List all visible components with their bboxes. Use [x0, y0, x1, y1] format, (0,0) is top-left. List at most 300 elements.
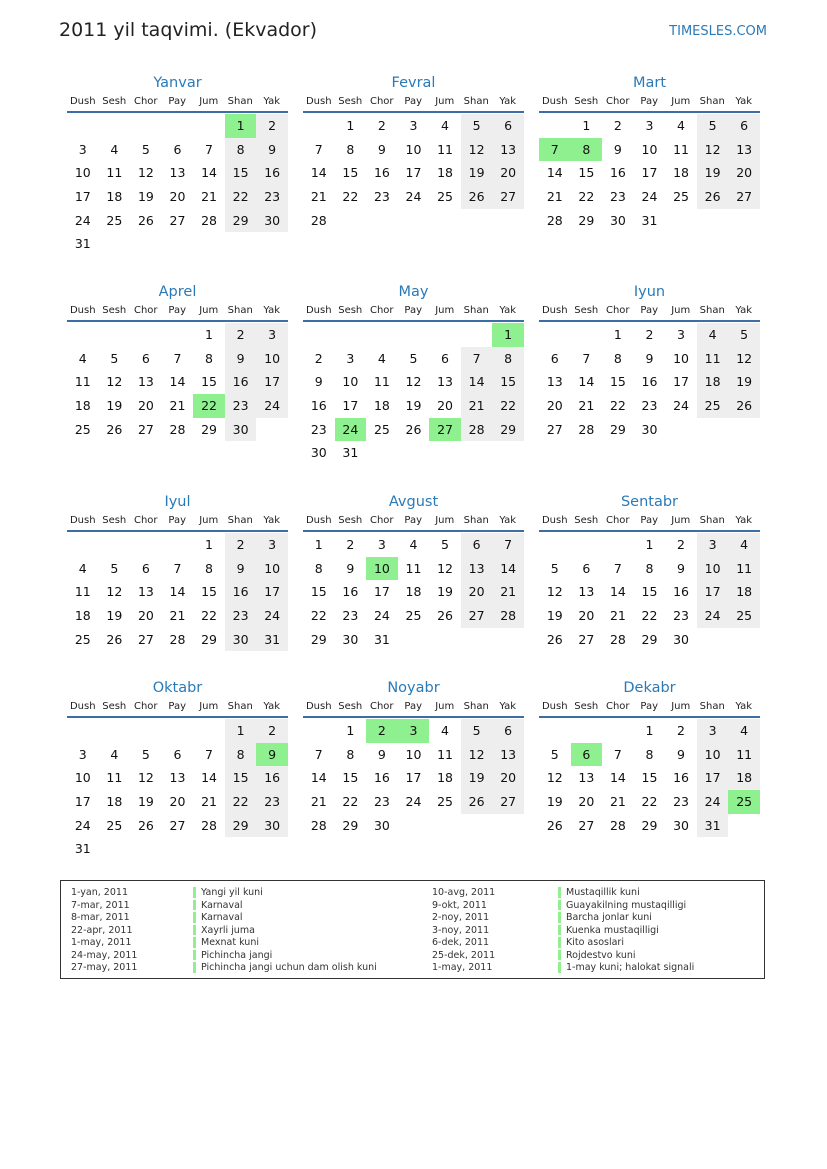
legend-marker [193, 912, 196, 923]
weekday-label: Yak [263, 701, 281, 712]
weekday-header [67, 93, 288, 113]
legend-left-names [201, 887, 377, 975]
weekday-label: Jum [435, 305, 455, 316]
empty-cell [728, 418, 760, 442]
weekday-label: Jum [671, 96, 691, 107]
empty-cell [193, 232, 225, 256]
weekday-label: Yak [499, 515, 517, 526]
day-cell: 29 [225, 814, 257, 838]
day-cell: 26 [728, 394, 760, 418]
day-cell: 5 [461, 114, 493, 138]
day-cell: 13 [546, 374, 563, 390]
empty-cell [398, 323, 430, 347]
day-cell: 12 [106, 584, 123, 600]
weekday-label: Dush [69, 515, 96, 526]
weekday-label: Jum [435, 96, 455, 107]
weekday-label: Sesh [338, 305, 363, 316]
weekday-label: Pay [640, 96, 659, 107]
month-fevral [303, 73, 524, 232]
day-cell: 5 [141, 746, 150, 762]
weekday-label: Jum [671, 515, 691, 526]
weekday-label: Chor [369, 515, 394, 526]
day-cell: 25 [106, 212, 123, 228]
day-cell: 5 [728, 323, 760, 347]
day-cell: 17 [74, 794, 91, 810]
legend-date: 10-avg, 2011 [432, 887, 496, 898]
day-cell: 29 [201, 631, 217, 647]
day-cell: 11 [373, 374, 390, 390]
empty-cell [256, 837, 288, 861]
empty-cell [130, 114, 162, 138]
day-cell: 27 [546, 421, 563, 437]
weekday-label: Shan [699, 701, 725, 712]
day-cell: 4 [728, 533, 760, 557]
day-cell: 29 [578, 212, 595, 228]
empty-cell [571, 323, 603, 347]
day-cell: 26 [697, 185, 729, 209]
weekday-label: Sesh [574, 96, 599, 107]
month-name: May [398, 284, 429, 300]
day-cell: 7 [314, 141, 323, 157]
day-cell: 22 [641, 608, 658, 624]
weekday-label: Shan [463, 515, 489, 526]
day-cell: 8 [613, 350, 622, 366]
weekday-label: Pay [404, 515, 423, 526]
empty-cell [398, 628, 430, 652]
empty-cell [429, 628, 461, 652]
legend-left-dates [71, 887, 137, 975]
day-cell: 20 [437, 398, 453, 414]
day-cell: 13 [492, 138, 524, 162]
day-cell: 23 [373, 794, 390, 810]
day-cell: 12 [405, 374, 422, 390]
day-cell: 12 [546, 770, 563, 786]
day-cell: 21 [201, 189, 217, 205]
day-cell: 28 [169, 421, 186, 437]
weekday-label: Shan [463, 96, 489, 107]
day-cell: 20 [578, 794, 595, 810]
day-cell: 19 [461, 766, 493, 790]
day-cell: 25 [673, 189, 689, 205]
legend-date: 1-may, 2011 [71, 937, 132, 948]
day-cell: 15 [201, 584, 217, 600]
day-cell: 8 [645, 560, 654, 576]
day-cell: 23 [256, 790, 288, 814]
legend-holiday-name: Mexnat kuni [201, 937, 259, 948]
day-cell: 3 [697, 719, 729, 743]
day-cell: 30 [373, 817, 390, 833]
day-cell: 10 [74, 770, 91, 786]
month-name: Fevral [391, 75, 436, 91]
weekday-label: Pay [404, 96, 423, 107]
day-cell: 10 [342, 374, 359, 390]
day-cell: 13 [437, 374, 453, 390]
weekday-label: Shan [699, 305, 725, 316]
site-link[interactable]: TIMESLES.COM [669, 24, 767, 39]
empty-cell [130, 232, 162, 256]
day-cell: 26 [106, 631, 123, 647]
day-cell: 6 [492, 719, 524, 743]
day-cell: 21 [578, 398, 595, 414]
holiday-day: 2 [366, 719, 398, 743]
weekday-label: Chor [369, 305, 394, 316]
day-cell: 18 [697, 370, 729, 394]
empty-cell [366, 209, 398, 233]
day-cell: 4 [677, 118, 685, 133]
day-grid [67, 719, 288, 861]
weekday-label: Yak [499, 96, 517, 107]
day-cell: 16 [256, 161, 288, 185]
day-cell: 2 [645, 327, 654, 342]
month-name: Aprel [158, 284, 197, 300]
day-cell: 27 [169, 212, 186, 228]
day-cell: 17 [697, 766, 729, 790]
day-cell: 23 [673, 794, 689, 810]
weekday-label: Chor [605, 701, 630, 712]
day-cell: 23 [609, 189, 626, 205]
day-cell: 11 [437, 746, 453, 762]
weekday-label: Chor [369, 96, 394, 107]
day-cell: 11 [728, 557, 760, 581]
month-mart [539, 73, 760, 232]
empty-cell [130, 533, 162, 557]
legend-marker [558, 900, 561, 911]
empty-cell [398, 814, 430, 838]
day-cell: 31 [342, 445, 359, 461]
day-cell: 16 [256, 766, 288, 790]
day-cell: 28 [461, 418, 493, 442]
day-cell: 20 [546, 398, 563, 414]
day-cell: 31 [74, 236, 91, 252]
weekday-label: Chor [133, 96, 158, 107]
day-cell: 25 [728, 604, 760, 628]
day-cell: 7 [173, 560, 182, 576]
empty-cell [602, 533, 634, 557]
day-cell: 19 [137, 189, 154, 205]
holiday-day: 10 [366, 557, 398, 581]
day-grid [67, 323, 288, 441]
day-cell: 14 [201, 165, 217, 181]
empty-cell [335, 209, 367, 233]
empty-cell [162, 533, 194, 557]
legend-left-markers [193, 887, 196, 974]
day-cell: 13 [461, 557, 493, 581]
day-cell: 11 [697, 347, 729, 371]
empty-cell [366, 323, 398, 347]
weekday-label: Pay [404, 305, 423, 316]
day-cell: 1 [314, 537, 323, 552]
weekday-label: Jum [199, 96, 219, 107]
day-cell: 1 [205, 537, 213, 552]
day-cell: 13 [578, 584, 595, 600]
day-cell: 9 [346, 560, 355, 576]
day-cell: 5 [697, 114, 729, 138]
day-cell: 18 [74, 398, 91, 414]
day-cell: 28 [609, 631, 626, 647]
day-cell: 6 [441, 350, 449, 366]
day-cell: 5 [550, 746, 559, 762]
day-cell: 2 [225, 533, 257, 557]
day-cell: 23 [641, 398, 658, 414]
day-cell: 31 [373, 631, 390, 647]
legend-date: 22-apr, 2011 [71, 924, 133, 936]
day-cell: 8 [314, 560, 323, 576]
legend-holiday-name: Pichincha jangi uchun dam olish kuni [201, 962, 377, 973]
day-cell: 18 [373, 398, 390, 414]
day-cell: 28 [201, 817, 217, 833]
day-cell: 5 [550, 560, 559, 576]
day-cell: 14 [609, 770, 626, 786]
empty-cell [539, 533, 571, 557]
day-cell: 27 [137, 421, 154, 437]
day-cell: 21 [310, 189, 327, 205]
day-cell: 3 [256, 323, 288, 347]
day-cell: 5 [409, 350, 418, 366]
empty-cell [130, 719, 162, 743]
empty-cell [461, 441, 493, 465]
weekday-label: Pay [168, 701, 187, 712]
day-cell: 21 [546, 189, 563, 205]
empty-cell [492, 628, 524, 652]
page-title: 2011 yil taqvimi. (Ekvador) [59, 19, 317, 41]
day-cell: 15 [492, 370, 524, 394]
weekday-label: Yak [735, 96, 753, 107]
day-cell: 11 [74, 374, 91, 390]
day-cell: 25 [697, 394, 729, 418]
weekday-label: Chor [369, 701, 394, 712]
empty-cell [697, 418, 729, 442]
day-cell: 7 [173, 350, 182, 366]
empty-cell [366, 441, 398, 465]
day-cell: 22 [641, 794, 658, 810]
legend-holiday-name: Rojdestvo kuni [566, 949, 636, 961]
day-cell: 18 [673, 165, 689, 181]
month-yanvar [67, 73, 288, 256]
day-cell: 12 [437, 560, 453, 576]
legend-marker [193, 937, 196, 948]
day-cell: 26 [546, 631, 563, 647]
day-cell: 5 [441, 537, 449, 552]
weekday-label: Dush [541, 701, 568, 712]
day-cell: 22 [225, 185, 257, 209]
day-cell: 27 [137, 631, 154, 647]
day-cell: 17 [405, 165, 422, 181]
day-cell: 20 [137, 398, 154, 414]
day-cell: 6 [550, 350, 559, 366]
day-cell: 8 [225, 743, 257, 767]
day-cell: 28 [492, 604, 524, 628]
day-cell: 19 [405, 398, 422, 414]
weekday-label: Sesh [102, 515, 127, 526]
empty-cell [99, 533, 131, 557]
legend-marker [558, 925, 561, 936]
holiday-day: 9 [256, 743, 288, 767]
day-cell: 7 [314, 746, 323, 762]
legend-holiday-name: Karnaval [201, 899, 243, 911]
weekday-header [67, 698, 288, 718]
day-cell: 24 [697, 604, 729, 628]
day-cell: 27 [492, 790, 524, 814]
weekday-label: Shan [699, 515, 725, 526]
day-cell: 28 [310, 212, 327, 228]
month-iyul [67, 492, 288, 651]
day-cell: 13 [578, 770, 595, 786]
day-cell: 30 [673, 817, 689, 833]
day-cell: 14 [310, 165, 327, 181]
day-cell: 2 [256, 114, 288, 138]
holiday-legend [60, 880, 765, 979]
holiday-day: 8 [571, 138, 603, 162]
day-cell: 26 [106, 421, 123, 437]
month-name: Oktabr [152, 680, 203, 696]
empty-cell [461, 323, 493, 347]
day-cell: 22 [342, 189, 359, 205]
weekday-label: Sesh [102, 701, 127, 712]
day-cell: 31 [697, 814, 729, 838]
day-cell: 15 [342, 165, 359, 181]
day-cell: 19 [106, 608, 123, 624]
day-cell: 31 [74, 841, 91, 857]
weekday-label: Yak [263, 305, 281, 316]
day-cell: 30 [225, 628, 257, 652]
day-cell: 20 [492, 766, 524, 790]
legend-marker [193, 900, 196, 911]
day-cell: 24 [256, 604, 288, 628]
day-grid [303, 114, 524, 232]
empty-cell [225, 837, 257, 861]
weekday-label: Dush [69, 305, 96, 316]
empty-cell [461, 628, 493, 652]
empty-cell [492, 814, 524, 838]
legend-date: 8-mar, 2011 [71, 912, 130, 923]
day-cell: 11 [106, 770, 123, 786]
weekday-label: Pay [640, 305, 659, 316]
day-cell: 5 [141, 141, 150, 157]
day-cell: 8 [346, 746, 355, 762]
legend-marker [558, 937, 561, 948]
legend-date: 2-noy, 2011 [432, 912, 490, 923]
month-noyabr [303, 678, 524, 837]
day-cell: 10 [641, 141, 658, 157]
day-cell: 13 [169, 165, 186, 181]
day-cell: 20 [169, 189, 186, 205]
month-name: Yanvar [153, 75, 202, 91]
weekday-label: Yak [735, 305, 753, 316]
day-cell: 16 [673, 584, 689, 600]
day-cell: 16 [342, 584, 359, 600]
day-cell: 21 [169, 398, 186, 414]
weekday-header [303, 93, 524, 113]
weekday-label: Yak [499, 701, 517, 712]
day-cell: 25 [405, 608, 422, 624]
day-cell: 7 [613, 560, 622, 576]
day-cell: 2 [225, 323, 257, 347]
day-cell: 4 [409, 537, 418, 552]
weekday-label: Pay [168, 515, 187, 526]
day-cell: 27 [578, 631, 595, 647]
day-cell: 19 [728, 370, 760, 394]
legend-holiday-name: 1-may kuni; halokat signali [566, 962, 695, 973]
empty-cell [67, 323, 99, 347]
holiday-day: 25 [728, 790, 760, 814]
empty-cell [602, 719, 634, 743]
day-cell: 19 [137, 794, 154, 810]
legend-holiday-name: Barcha jonlar kuni [566, 912, 652, 923]
legend-date: 27-may, 2011 [71, 962, 138, 973]
day-cell: 15 [225, 766, 257, 790]
day-cell: 2 [613, 118, 622, 133]
day-cell: 4 [697, 323, 729, 347]
day-cell: 30 [310, 445, 327, 461]
day-cell: 14 [310, 770, 327, 786]
month-oktabr [67, 678, 288, 861]
empty-cell [398, 209, 430, 233]
empty-cell [665, 209, 697, 233]
day-cell: 10 [673, 350, 689, 366]
empty-cell [303, 114, 335, 138]
day-cell: 11 [106, 165, 123, 181]
day-cell: 20 [169, 794, 186, 810]
empty-cell [162, 323, 194, 347]
empty-cell [539, 114, 571, 138]
day-cell: 20 [492, 161, 524, 185]
day-grid [539, 719, 760, 837]
empty-cell [67, 533, 99, 557]
month-name: Sentabr [620, 494, 679, 510]
day-cell: 14 [461, 370, 493, 394]
day-cell: 29 [201, 421, 217, 437]
day-cell: 5 [110, 560, 119, 576]
holiday-day: 6 [571, 743, 603, 767]
day-cell: 3 [645, 118, 654, 133]
day-cell: 12 [546, 584, 563, 600]
day-cell: 21 [169, 608, 186, 624]
day-cell: 13 [137, 584, 154, 600]
day-cell: 31 [256, 628, 288, 652]
day-cell: 29 [609, 421, 626, 437]
day-cell: 15 [201, 374, 217, 390]
day-cell: 29 [225, 209, 257, 233]
day-cell: 26 [137, 817, 154, 833]
day-cell: 3 [409, 118, 418, 133]
legend-date: 24-may, 2011 [71, 949, 138, 961]
month-may [303, 282, 524, 465]
empty-cell [193, 837, 225, 861]
day-cell: 29 [492, 418, 524, 442]
weekday-label: Dush [305, 515, 332, 526]
day-cell: 21 [609, 794, 626, 810]
day-cell: 9 [314, 374, 323, 390]
day-cell: 9 [677, 560, 685, 576]
day-cell: 9 [256, 138, 288, 162]
weekday-label: Yak [263, 96, 281, 107]
day-cell: 24 [641, 189, 658, 205]
weekday-header [539, 302, 760, 322]
day-cell: 17 [373, 584, 390, 600]
day-cell: 12 [137, 165, 154, 181]
day-cell: 16 [673, 770, 689, 786]
legend-right-dates [432, 887, 495, 975]
legend-right-names [566, 887, 694, 975]
day-cell: 16 [310, 398, 327, 414]
day-cell: 25 [74, 421, 91, 437]
empty-cell [193, 114, 225, 138]
day-cell: 28 [546, 212, 563, 228]
day-grid [67, 114, 288, 256]
holiday-day: 22 [193, 394, 225, 418]
weekday-label: Shan [463, 701, 489, 712]
day-grid [539, 114, 760, 232]
